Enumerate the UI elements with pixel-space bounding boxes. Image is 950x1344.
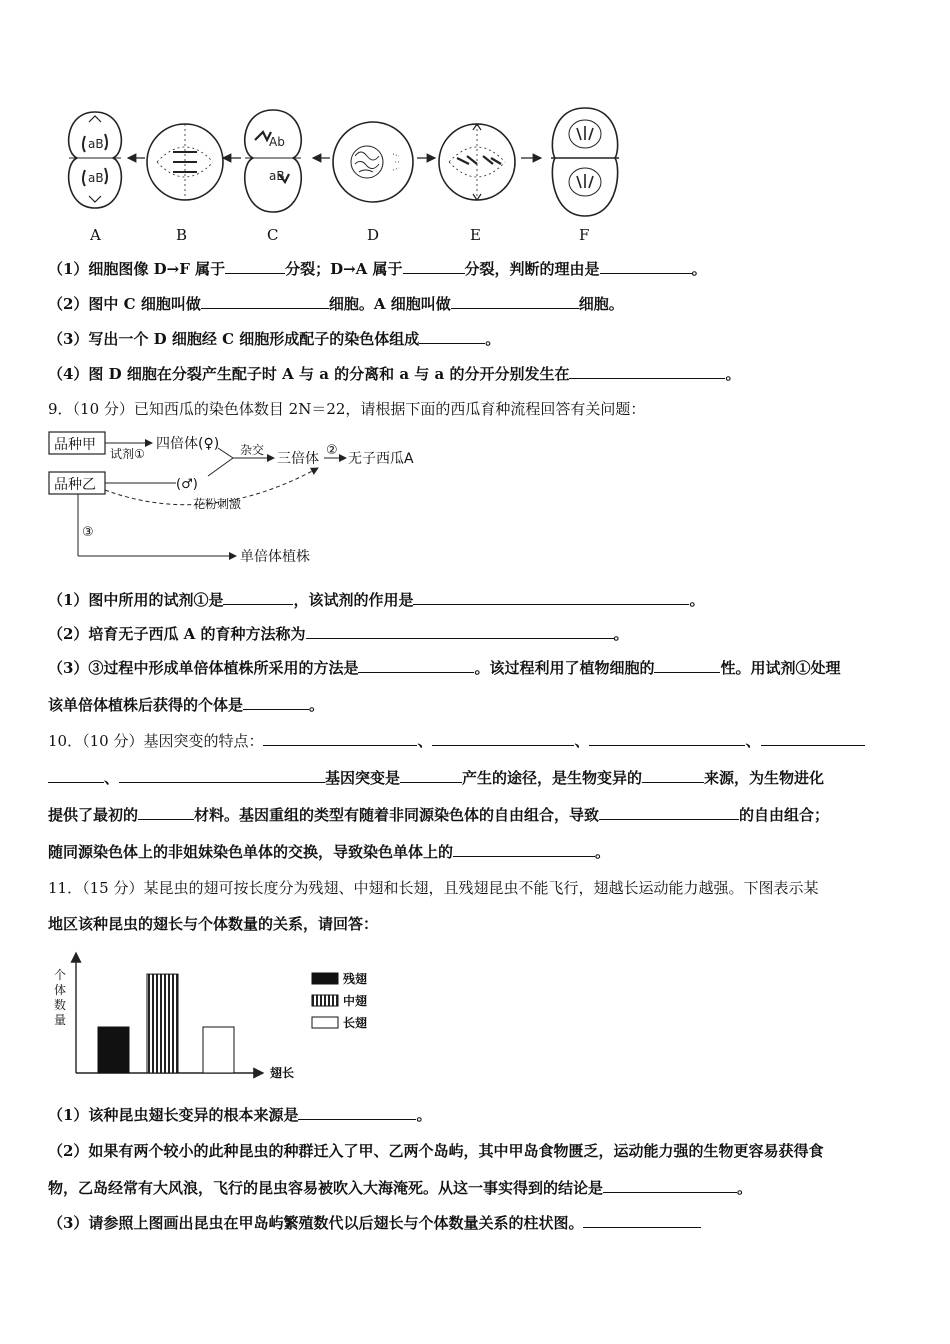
q10-l2-text4: 来源，为生物进化 — [704, 769, 825, 787]
q10-l2-text2: 基因突变是 — [325, 769, 401, 787]
q11-p2b-text1: 物，乙岛经常有大风浪，飞行的昆虫容易被吹入大海淹死。从这一事实得到的结论是 — [48, 1179, 604, 1197]
q11-part1 — [48, 1105, 431, 1125]
q8-part2 — [48, 294, 624, 314]
legend-swatch-long — [312, 1017, 338, 1028]
q10-l2-text1: 、 — [104, 769, 120, 787]
q9-p2-text2: 。 — [613, 625, 629, 643]
flow-seedless-a: 无子西瓜A — [348, 451, 414, 467]
q9-p1-blank2[interactable] — [413, 590, 689, 605]
q9-p2-blank1[interactable] — [306, 624, 614, 639]
flow-cross-label: 杂交 — [240, 443, 265, 457]
q10-l2-blank3[interactable] — [642, 768, 704, 783]
q11-part2a: （2）如果有两个较小的此种昆虫的种群迁入了甲、乙两个岛屿，其中甲岛食物匮乏，运动能力强的生物更容易获得食 — [48, 1142, 824, 1160]
q10-l1-blank3[interactable] — [589, 731, 745, 746]
bar-long — [203, 1027, 234, 1073]
q9-p1-text3: 。 — [689, 591, 705, 609]
cell-b — [147, 124, 223, 200]
q10-line2 — [48, 768, 824, 788]
q8-part1 — [48, 259, 707, 279]
q9-p3-text1: （3）③过程中形成单倍体植株所采用的方法是 — [48, 659, 359, 677]
q10-l2-blank1[interactable] — [119, 768, 325, 783]
q10-l4-blank1[interactable] — [453, 842, 595, 857]
y-axis-label-2: 体 — [54, 983, 67, 997]
cell-f — [551, 108, 619, 216]
flow-triploid: 三倍体 — [277, 451, 319, 467]
q8-p1-text3: 分裂，判断的理由是 — [464, 260, 600, 278]
q9-p3-text3: 性。用试剂①处理 — [720, 659, 841, 677]
label-a: A — [90, 226, 101, 244]
flow-step3: ③ — [82, 525, 94, 540]
q8-p1-text4: 。 — [691, 260, 707, 278]
q8-p2-text1: （2）图中 C 细胞叫做 — [48, 295, 201, 313]
legend-swatch-vestigial — [312, 973, 338, 984]
q9-p1-text2: ，该试剂的作用是 — [293, 591, 414, 609]
q10-line4 — [48, 842, 610, 862]
q8-p1-blank2[interactable] — [403, 259, 465, 274]
cell-c-upper-genes: Ab — [269, 135, 285, 149]
q11-p2b-text2: 。 — [737, 1179, 753, 1197]
bar-vestigial — [98, 1027, 129, 1073]
q8-p3-text2: 。 — [485, 330, 501, 348]
legend-label-vestigial: 残翅 — [343, 972, 368, 986]
q9-part3-cont — [48, 695, 324, 715]
q8-p3-blank1[interactable] — [419, 329, 485, 344]
q8-p2-blank2[interactable] — [451, 294, 579, 309]
q8-p2-text2: 细胞。A 细胞叫做 — [328, 295, 451, 313]
q8-p2-text3: 细胞。 — [578, 295, 624, 313]
q11-p1-blank1[interactable] — [298, 1105, 416, 1120]
flow-pollen-label: 花粉刺激 — [193, 497, 242, 511]
flow-haploid: 单倍体植株 — [240, 549, 310, 565]
q9-part2 — [48, 624, 629, 644]
flow-male: (♂) — [176, 477, 198, 492]
q10-l1-text2: 、 — [417, 732, 433, 750]
cell-a-upper-genes: aB — [88, 137, 104, 151]
q10-l1-blank2[interactable] — [432, 731, 574, 746]
q10-l1-text3: 、 — [574, 732, 590, 750]
flow-variety-jia: 品种甲 — [54, 437, 96, 453]
q8-p4-text1: （4）图 D 细胞在分裂产生配子时 A 与 a 的分离和 a 与 a 的分开分别发生在 — [48, 365, 570, 383]
cell-d — [333, 122, 413, 202]
label-b: B — [176, 226, 188, 244]
q10-l4-text1: 随同源染色体上的非姐妹染色单体的交换，导致染色单体上的 — [48, 843, 454, 861]
q11-p3-text1: （3）请参照上图画出昆虫在甲岛屿繁殖数代以后翅长与个体数量关系的柱状图。 — [48, 1214, 584, 1232]
q11-p2b-blank1[interactable] — [603, 1178, 737, 1193]
chart-legend — [312, 971, 367, 1030]
bar-medium — [147, 974, 178, 1073]
q8-part4 — [48, 364, 740, 384]
q10-l1-text1: 10．（10 分）基因突变的特点： — [48, 732, 264, 750]
q8-p1-blank3[interactable] — [600, 259, 692, 274]
q8-p4-blank1[interactable] — [569, 364, 725, 379]
flow-tetraploid: 四倍体(♀) — [156, 436, 220, 452]
label-f: F — [579, 226, 590, 244]
q9-part1 — [48, 590, 704, 610]
q10-l1-blank4[interactable] — [761, 731, 865, 746]
q9-p1-text1: （1）图中所用的试剂①是 — [48, 591, 224, 609]
q9-p2-text1: （2）培育无子西瓜 A 的育种方法称为 — [48, 625, 306, 643]
cell-c — [245, 110, 302, 212]
q8-p1-text1: （1）细胞图像 D→F 属于 — [48, 260, 226, 278]
cell-division-figure — [55, 100, 635, 225]
q8-p1-text2: 分裂；D→A 属于 — [285, 260, 403, 278]
q10-l3-text3: 的自由组合； — [739, 806, 830, 824]
q11-part2b — [48, 1178, 752, 1198]
legend-label-long: 长翅 — [343, 1016, 368, 1030]
q8-p4-text2: 。 — [725, 365, 741, 383]
q10-line1 — [48, 731, 865, 751]
label-c: C — [267, 226, 279, 244]
q9-p3-blank1[interactable] — [358, 658, 474, 673]
q9-p3b-blank1[interactable] — [243, 695, 309, 710]
q9-p3b-text2: 。 — [309, 696, 325, 714]
cell-a-lower-genes: aB — [88, 171, 104, 185]
q8-part3 — [48, 329, 500, 349]
legend-swatch-medium — [312, 995, 338, 1006]
q9-p3-text2: 。该过程利用了植物细胞的 — [474, 659, 655, 677]
q10-l2-text3: 产生的途径，是生物变异的 — [462, 769, 643, 787]
y-axis-label-3: 数 — [54, 998, 67, 1012]
q8-p1-blank1[interactable] — [225, 259, 285, 274]
q9-p3-blank2[interactable] — [654, 658, 720, 673]
q10-l2-blank2[interactable] — [400, 768, 462, 783]
x-axis-label: 翅长 — [270, 1066, 295, 1080]
q9-heading: 9．（10 分）已知西瓜的染色体数目 2N＝22，请根据下面的西瓜育种流程回答有关问题： — [48, 400, 646, 418]
watermelon-breeding-flowchart — [48, 428, 448, 568]
legend-label-medium: 中翅 — [343, 994, 368, 1008]
q11-p3-blank1[interactable] — [583, 1213, 701, 1228]
q9-part3 — [48, 658, 840, 678]
q10-line3 — [48, 805, 829, 825]
q9-p1-blank1[interactable] — [223, 590, 293, 605]
cell-a — [69, 112, 122, 208]
q11-line1: 11．（15 分）某昆虫的翅可按长度分为残翅、中翅和长翅，且残翅昆虫不能飞行，翅越长运动能力越强。下图表示某 — [48, 879, 819, 897]
wing-length-chart — [48, 945, 388, 1090]
q11-line2: 地区该种昆虫的翅长与个体数量的关系，请回答： — [48, 915, 379, 933]
q8-p2-blank1[interactable] — [201, 294, 329, 309]
q8-p3-text1: （3）写出一个 D 细胞经 C 细胞形成配子的染色体组成 — [48, 330, 420, 348]
q9-p3b-text1: 该单倍体植株后获得的个体是 — [48, 696, 244, 714]
q10-l3-blank2[interactable] — [599, 805, 739, 820]
q10-l3-blank1[interactable] — [138, 805, 194, 820]
cell-c-lower-genes: aB — [269, 169, 285, 183]
label-d: D — [367, 226, 380, 244]
cell-e — [439, 124, 515, 200]
label-e: E — [470, 226, 481, 244]
y-axis-label-4: 量 — [54, 1013, 67, 1027]
q11-p1-text2: 。 — [416, 1106, 432, 1124]
flow-reagent-label: 试剂① — [110, 447, 145, 461]
q10-l1-text4: 、 — [745, 732, 761, 750]
q11-part3 — [48, 1213, 701, 1233]
q10-l3-text1: 提供了最初的 — [48, 806, 139, 824]
flow-step2: ② — [326, 443, 338, 458]
q10-l3-text2: 材料。基因重组的类型有随着非同源染色体的自由组合，导致 — [194, 806, 600, 824]
q11-p1-text1: （1）该种昆虫翅长变异的根本来源是 — [48, 1106, 299, 1124]
y-axis-label-1: 个 — [54, 968, 67, 982]
q10-l1-blank1[interactable] — [263, 731, 417, 746]
q10-l4-text2: 。 — [595, 843, 611, 861]
q10-l2-blank0[interactable] — [48, 768, 104, 783]
flow-variety-yi: 品种乙 — [54, 477, 96, 493]
